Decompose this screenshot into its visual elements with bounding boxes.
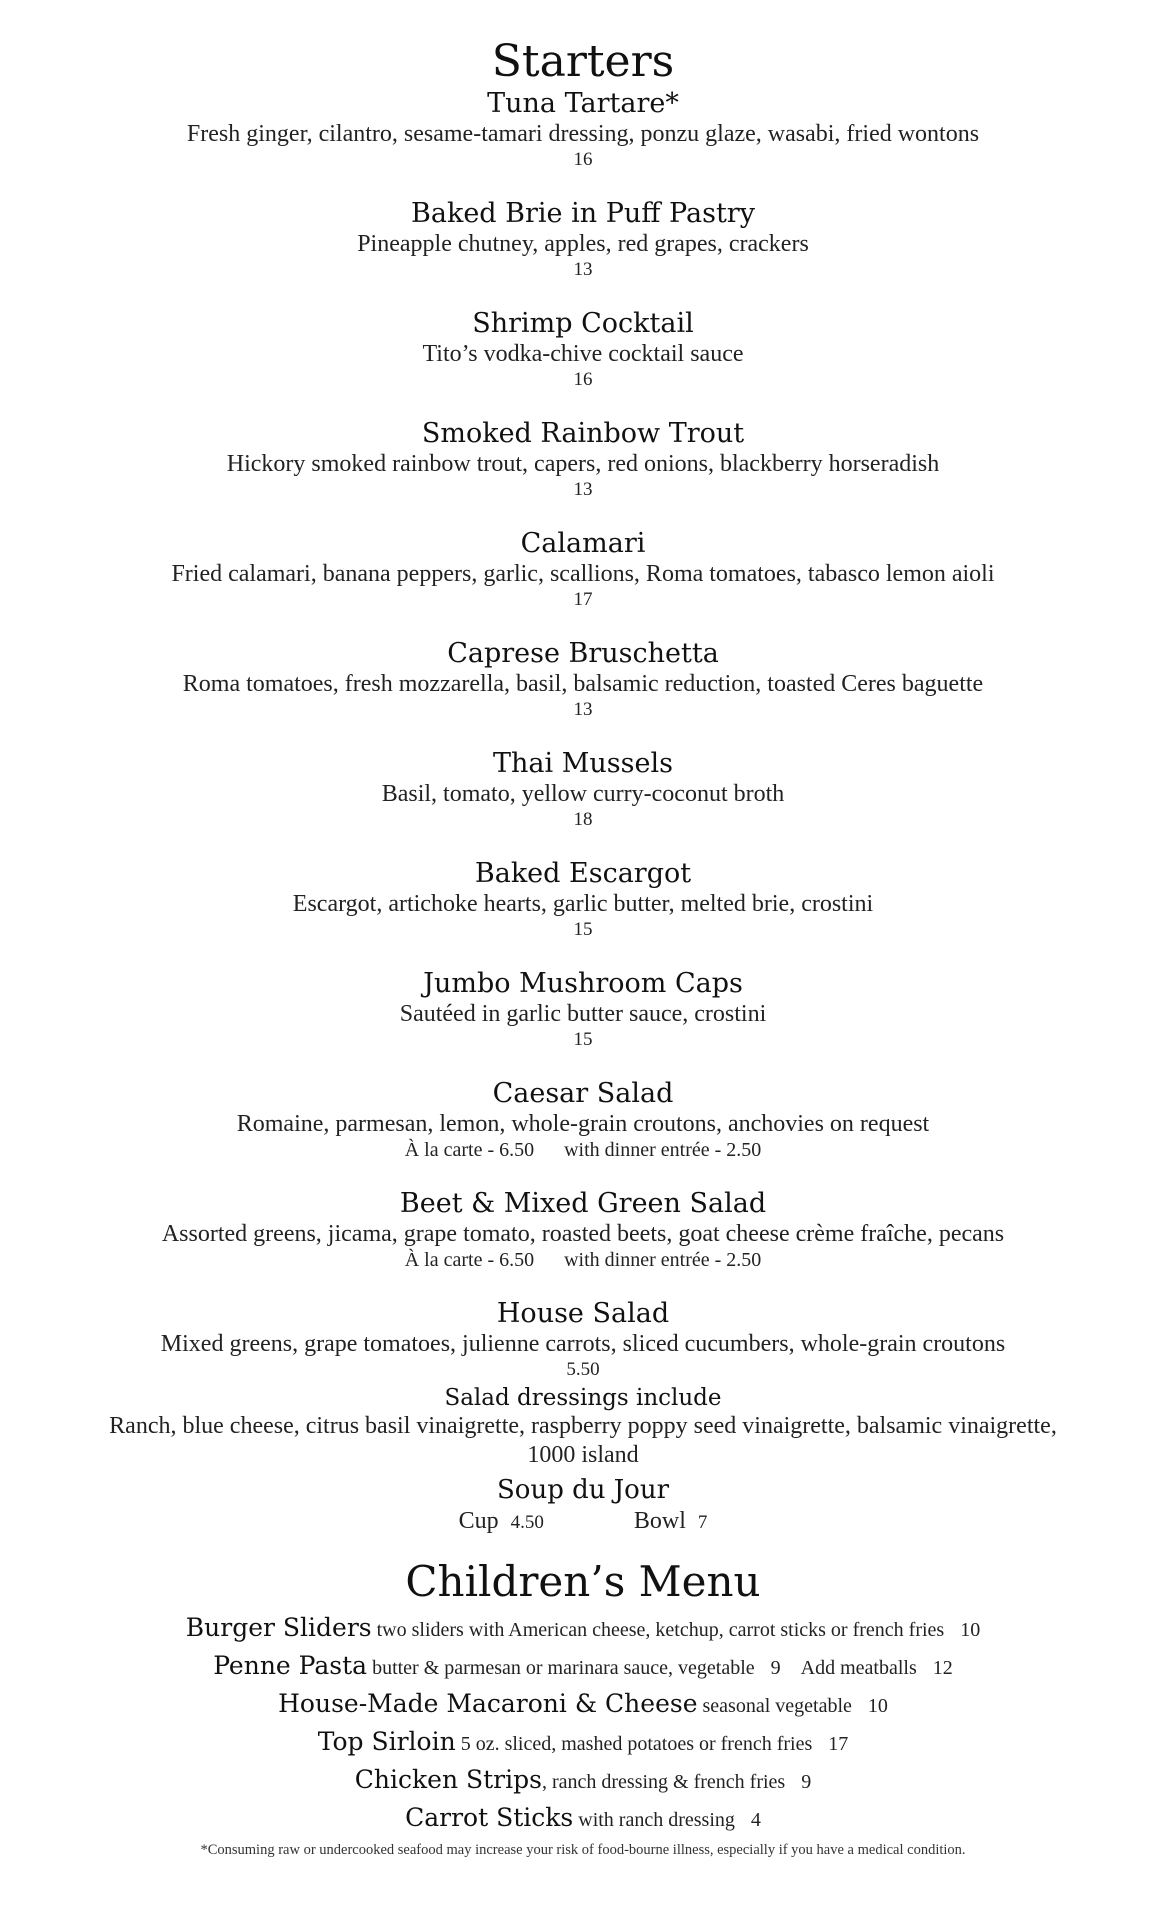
item-description: butter & parmesan or marinara sauce, vegetable (367, 1657, 755, 1679)
item-name: Caprese Bruschetta (447, 638, 719, 669)
item-name: Baked Escargot (474, 858, 692, 889)
item-description: Roma tomatoes, fresh mozzarella, basil, balsamic reduction, toasted Ceres baguette (182, 671, 984, 697)
menu-item (0, 198, 1166, 282)
item-description: Sautéed in garlic butter sauce, crostini (399, 1001, 767, 1027)
item-description: seasonal vegetable (697, 1695, 852, 1717)
kids-menu-item (0, 1800, 1166, 1838)
item-name: House Salad (496, 1298, 670, 1329)
item-price: 15 (573, 919, 593, 940)
dressings-heading: Salad dressings include (444, 1385, 722, 1411)
item-description: Assorted greens, jicama, grape tomato, roasted beets, goat cheese crème fraîche, pecans (161, 1221, 1005, 1247)
item-name: Shrimp Cocktail (472, 308, 694, 339)
salad-prices (0, 1248, 1166, 1272)
item-price: 9 (770, 1657, 781, 1679)
item-name: House-Made Macaroni & Cheese (278, 1689, 698, 1718)
item-price: 17 (573, 589, 593, 610)
item-name: Jumbo Mushroom Caps (423, 968, 743, 999)
salad-item (0, 1078, 1166, 1162)
item-name: Tuna Tartare* (487, 88, 679, 119)
soup-name: Soup du Jour (496, 1475, 670, 1505)
childrens-menu-list (0, 1610, 1166, 1838)
item-description: 5 oz. sliced, mashed potatoes or french fries (455, 1733, 813, 1755)
bowl-price: 7 (697, 1512, 708, 1533)
cup-label: Cup (458, 1508, 499, 1534)
item-price: 15 (573, 1029, 593, 1050)
item-price: 16 (573, 149, 593, 170)
dressings-list: Ranch, blue cheese, citrus basil vinaigrette, raspberry poppy seed vinaigrette, balsamic vinaigrette, 1000 island (109, 1413, 1057, 1468)
item-price: 13 (573, 259, 593, 280)
item-description: Pineapple chutney, apples, red grapes, crackers (357, 231, 809, 257)
item-price: 13 (573, 479, 593, 500)
item-price: 9 (801, 1771, 812, 1793)
item-name: Chicken Strips (354, 1765, 542, 1794)
item-description: Escargot, artichoke hearts, garlic butter, melted brie, crostini (292, 891, 874, 917)
item-price: 4 (750, 1809, 761, 1831)
kids-menu-item (0, 1610, 1166, 1648)
item-price: 17 (828, 1733, 849, 1755)
soup-prices (0, 1506, 1166, 1538)
childrens-menu-title: Children’s Menu (405, 1557, 761, 1606)
salad-prices (0, 1138, 1166, 1162)
kids-menu-item (0, 1724, 1166, 1762)
item-price: 10 (960, 1619, 981, 1641)
menu-item (0, 308, 1166, 392)
menu-item (0, 638, 1166, 722)
item-name: Burger Sliders (185, 1613, 372, 1642)
item-name: Beet & Mixed Green Salad (399, 1188, 767, 1219)
menu-item (0, 88, 1166, 172)
item-description: Tito’s vodka-chive cocktail sauce (422, 341, 744, 367)
kids-menu-item (0, 1762, 1166, 1800)
starters-title: Starters (491, 36, 675, 87)
menu-item (0, 748, 1166, 832)
with-dinner-price: with dinner entrée - 2.50 (564, 1139, 762, 1161)
item-price: 13 (573, 699, 593, 720)
cup-price: 4.50 (510, 1512, 544, 1533)
item-description: Mixed greens, grape tomatoes, julienne carrots, sliced cucumbers, whole-grain croutons (160, 1331, 1006, 1357)
kids-menu-item (0, 1686, 1166, 1724)
item-name: Calamari (520, 528, 646, 559)
item-description: Hickory smoked rainbow trout, capers, red onions, blackberry horseradish (226, 451, 940, 477)
item-description: Fresh ginger, cilantro, sesame-tamari dressing, ponzu glaze, wasabi, fried wontons (186, 121, 980, 147)
with-dinner-price: with dinner entrée - 2.50 (564, 1249, 762, 1271)
alacarte-price: À la carte - 6.50 (404, 1139, 535, 1161)
menu-item (0, 968, 1166, 1052)
menu-item (0, 528, 1166, 612)
item-price: 16 (573, 369, 593, 390)
item-addon: Add meatballs (800, 1657, 917, 1679)
item-name: Penne Pasta (213, 1651, 368, 1680)
item-name: Baked Brie in Puff Pastry (411, 198, 755, 229)
item-description: , ranch dressing & french fries (541, 1771, 786, 1793)
item-price: 5.50 (566, 1359, 600, 1380)
item-name: Caesar Salad (492, 1078, 674, 1109)
bowl-label: Bowl (633, 1508, 686, 1534)
menu-item (0, 418, 1166, 502)
item-description: with ranch dressing (573, 1809, 735, 1831)
item-description: two sliders with American cheese, ketchup, carrot sticks or french fries (371, 1619, 945, 1641)
item-name: Top Sirloin (317, 1727, 456, 1756)
item-addon-price: 12 (932, 1657, 953, 1679)
salad-item (0, 1188, 1166, 1272)
item-price: 10 (867, 1695, 888, 1717)
item-description: Romaine, parmesan, lemon, whole-grain croutons, anchovies on request (236, 1111, 930, 1137)
alacarte-price: À la carte - 6.50 (404, 1249, 535, 1271)
item-description: Basil, tomato, yellow curry-coconut broth (381, 781, 785, 807)
item-name: Thai Mussels (493, 748, 673, 779)
item-price: 18 (573, 809, 593, 830)
kids-menu-item (0, 1648, 1166, 1686)
item-description: Fried calamari, banana peppers, garlic, scallions, Roma tomatoes, tabasco lemon aioli (171, 561, 995, 587)
menu-item (0, 858, 1166, 942)
raw-food-disclaimer: *Consuming raw or undercooked seafood may increase your risk of food-bourne illness, especially if you have a medical condition. (200, 1842, 966, 1858)
item-name: Smoked Rainbow Trout (421, 418, 745, 449)
starters-list (0, 88, 1166, 1538)
house-salad-item (0, 1298, 1166, 1538)
item-name: Carrot Sticks (405, 1803, 574, 1832)
